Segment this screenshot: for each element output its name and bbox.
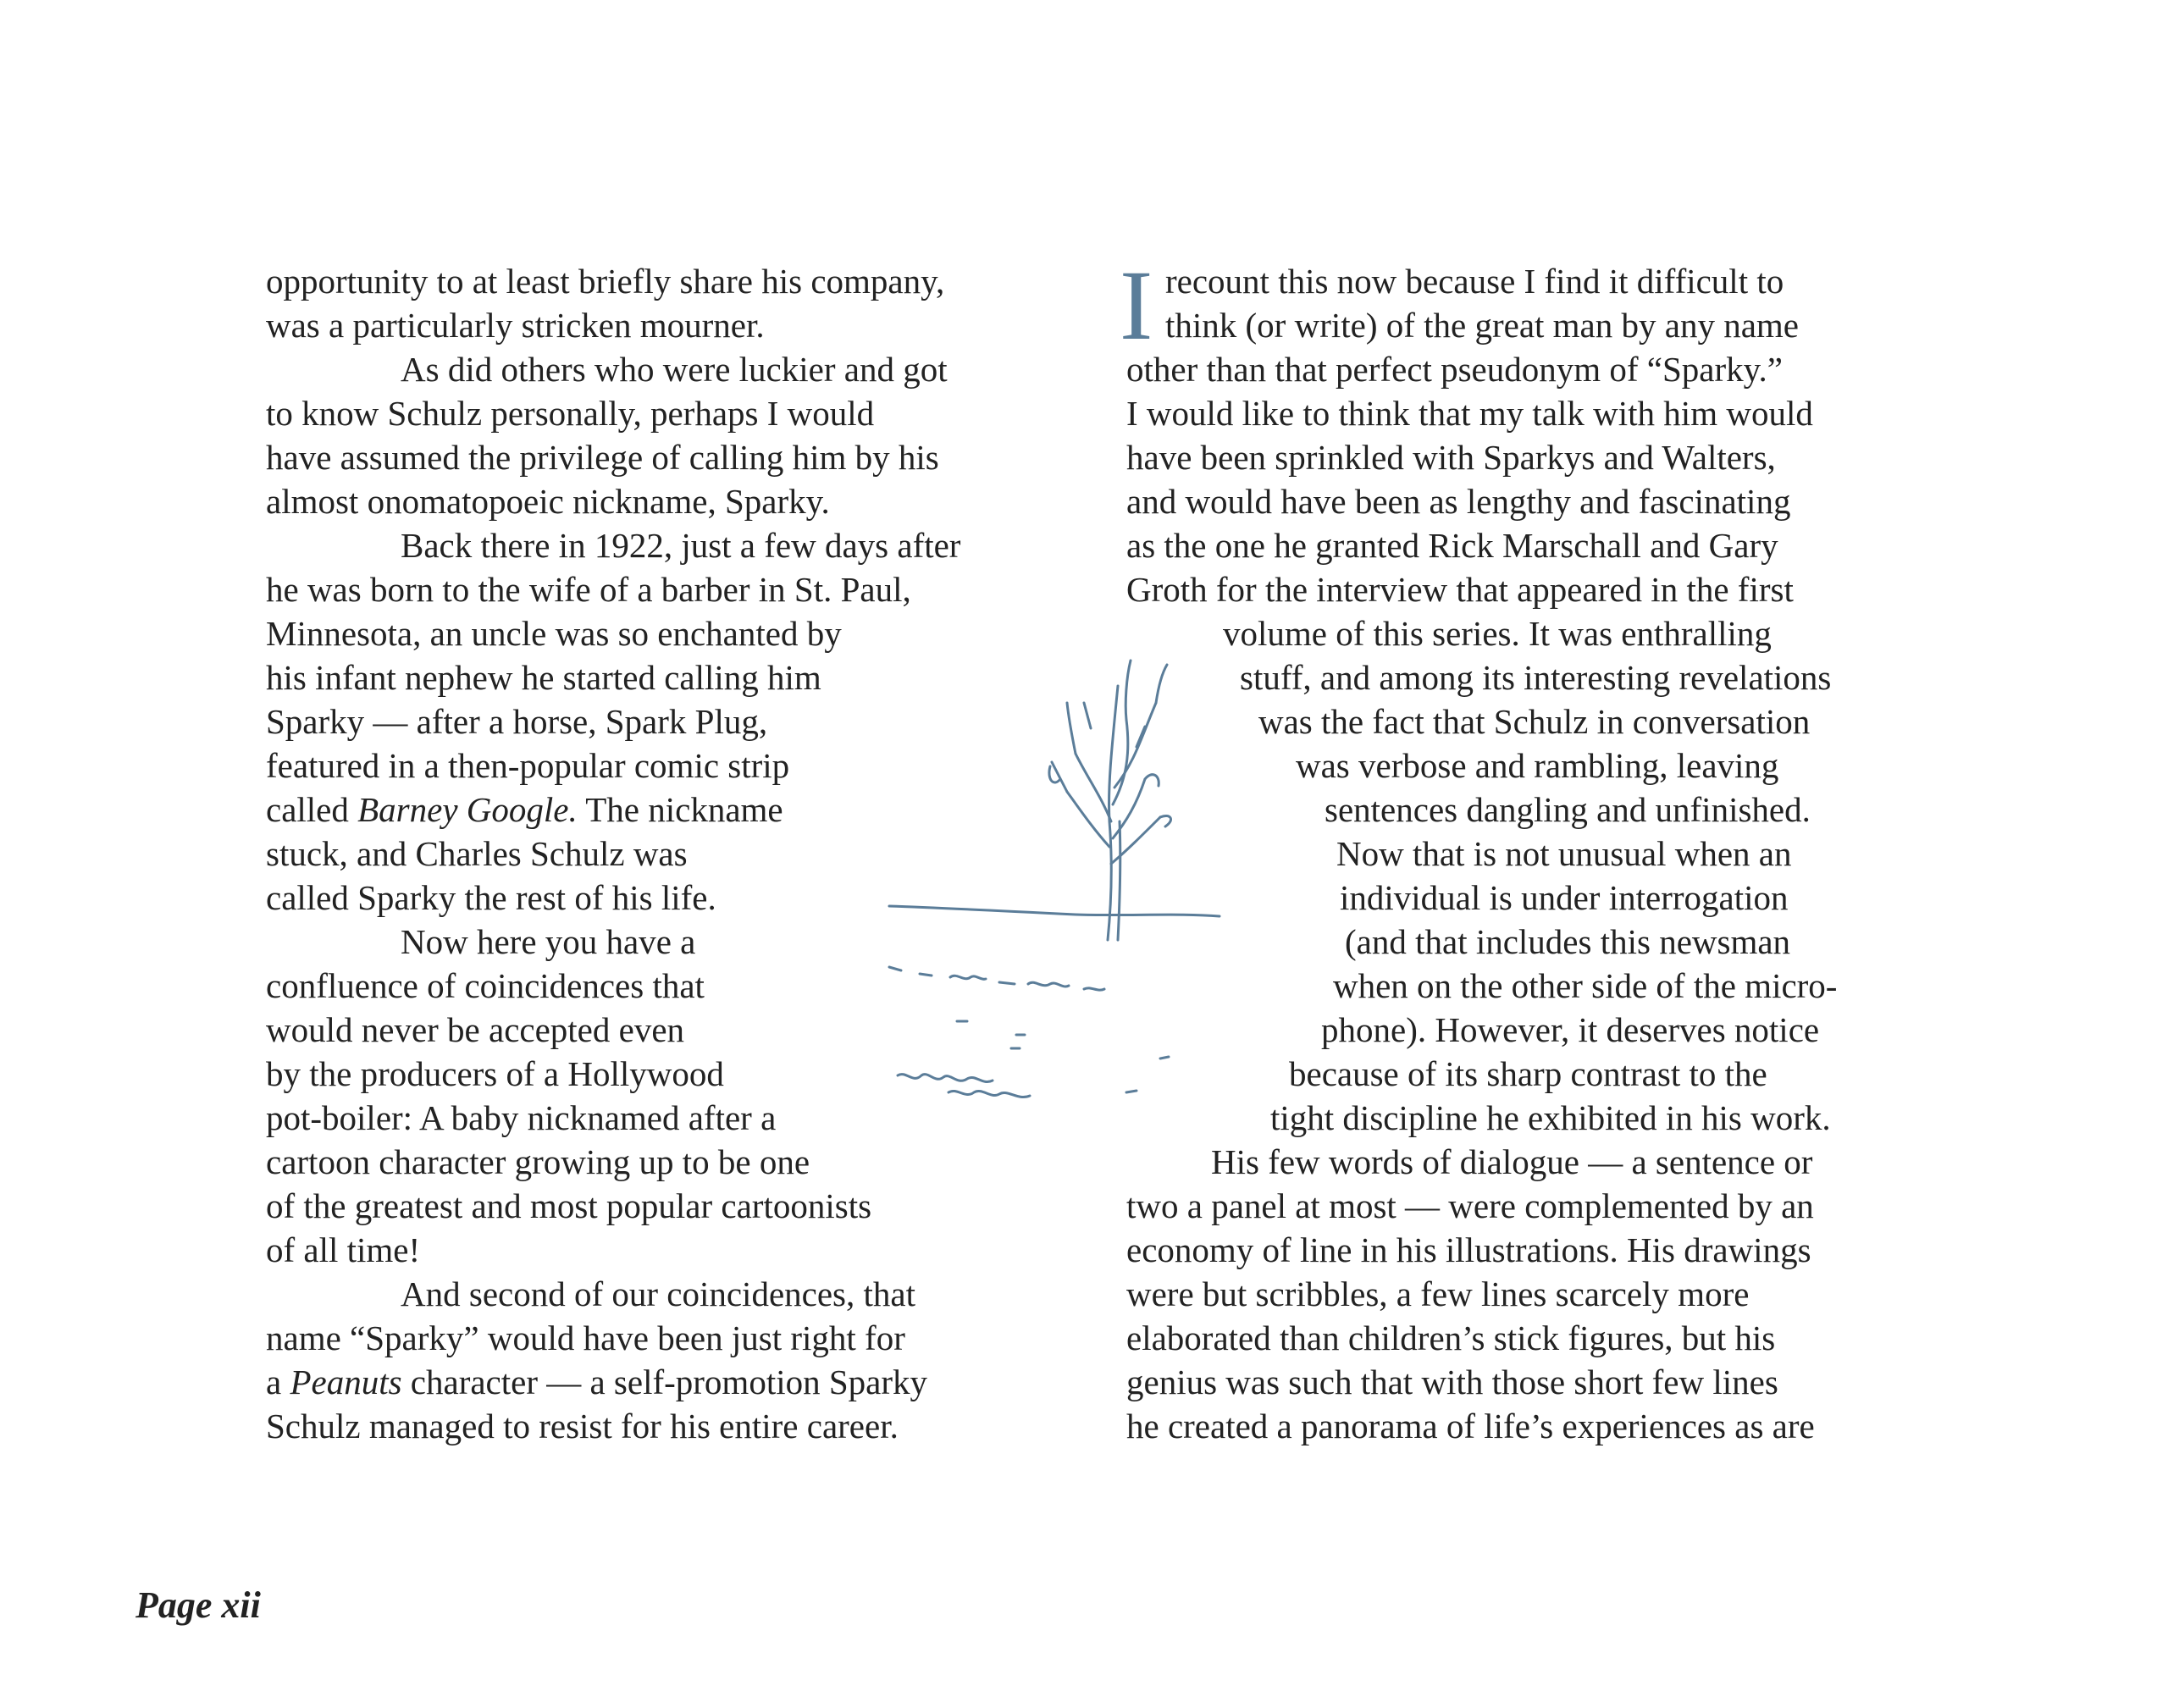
left-line-5: have assumed the privilege of calling him by his <box>266 438 939 477</box>
left-line-11: Sparky — after a horse, Spark Plug, <box>266 702 768 741</box>
left-line-24: And second of our coincidences, that <box>401 1274 915 1313</box>
right-line-16: (and that includes this newsman <box>1345 922 1791 961</box>
left-line-26-rest: character — a self-promotion Sparky <box>410 1363 928 1401</box>
right-line-3: other than that perfect pseudonym of “Sparky.” <box>1126 350 1783 389</box>
right-line-23: economy of line in his illustrations. His drawings <box>1126 1230 1811 1269</box>
peanuts-title: Peanuts <box>290 1363 402 1401</box>
left-line-16: Now here you have a <box>401 922 696 961</box>
right-line-4: I would like to think that my talk with him would <box>1126 394 1813 433</box>
right-line-21: His few words of dialogue — a sentence or <box>1211 1142 1813 1181</box>
right-line-22: two a panel at most — were complemented by an <box>1126 1186 1814 1225</box>
left-line-19: by the producers of a Hollywood <box>266 1054 724 1093</box>
right-line-8: Groth for the interview that appeared in the first <box>1126 570 1794 609</box>
left-line-13-rest: The nickname <box>585 790 783 829</box>
right-line-1: recount this now because I find it difficult to <box>1165 262 1784 301</box>
left-line-21: cartoon character growing up to be one <box>266 1142 810 1181</box>
right-line-25: elaborated than children’s stick figures, but his <box>1126 1318 1776 1357</box>
right-line-15: individual is under interrogation <box>1340 878 1789 917</box>
tree-sketch-icon <box>872 652 1236 1143</box>
right-line-14: Now that is not unusual when an <box>1336 834 1792 873</box>
left-line-6: almost onomatopoeic nickname, Sparky. <box>266 482 830 521</box>
left-line-10: his infant nephew he started calling him <box>266 658 821 697</box>
left-line-25: name “Sparky” would have been just right for <box>266 1318 905 1357</box>
right-line-7: as the one he granted Rick Marschall and Gary <box>1126 526 1778 565</box>
right-line-20: tight discipline he exhibited in his work. <box>1270 1098 1831 1137</box>
right-line-17: when on the other side of the micro- <box>1333 966 1838 1005</box>
left-line-22: of the greatest and most popular cartoonists <box>266 1186 872 1225</box>
right-line-5: have been sprinkled with Sparkys and Walters, <box>1126 438 1776 477</box>
right-line-6: and would have been as lengthy and fascinating <box>1126 482 1791 521</box>
left-line-4: to know Schulz personally, perhaps I would <box>266 394 875 433</box>
right-line-9: volume of this series. It was enthralling <box>1223 614 1772 653</box>
left-line-13-prefix: called <box>266 790 349 829</box>
drop-cap: I <box>1120 250 1153 361</box>
right-line-11: was the fact that Schulz in conversation <box>1258 702 1811 741</box>
right-line-12: was verbose and rambling, leaving <box>1296 746 1779 785</box>
left-line-20: pot-boiler: A baby nicknamed after a <box>266 1098 777 1137</box>
left-line-8: he was born to the wife of a barber in St. Paul, <box>266 570 911 609</box>
left-line-9: Minnesota, an uncle was so enchanted by <box>266 614 842 653</box>
left-line-15: called Sparky the rest of his life. <box>266 878 716 917</box>
left-line-2: was a particularly stricken mourner. <box>266 306 765 345</box>
left-line-26 <box>266 1360 927 1404</box>
right-line-13: sentences dangling and unfinished. <box>1325 790 1811 829</box>
left-line-7: Back there in 1922, just a few days after <box>401 526 961 565</box>
left-line-27: Schulz managed to resist for his entire career. <box>266 1407 899 1445</box>
right-line-19: because of its sharp contrast to the <box>1289 1054 1767 1093</box>
right-line-26: genius was such that with those short few lines <box>1126 1363 1778 1401</box>
left-line-18: would never be accepted even <box>266 1010 685 1049</box>
right-line-10: stuff, and among its interesting revelations <box>1240 658 1832 697</box>
page-number: Page xii <box>136 1584 261 1626</box>
right-line-24: were but scribbles, a few lines scarcely more <box>1126 1274 1750 1313</box>
right-line-2: think (or write) of the great man by any name <box>1165 306 1799 345</box>
left-line-26-prefix: a <box>266 1363 282 1401</box>
left-line-1: opportunity to at least briefly share his company, <box>266 262 945 301</box>
left-line-14: stuck, and Charles Schulz was <box>266 834 688 873</box>
left-line-3: As did others who were luckier and got <box>401 350 948 389</box>
left-line-13 <box>266 788 783 832</box>
barney-google-title: Barney Google. <box>357 790 578 829</box>
left-line-12: featured in a then-popular comic strip <box>266 746 790 785</box>
left-line-17: confluence of coincidences that <box>266 966 705 1005</box>
right-line-18: phone). However, it deserves notice <box>1321 1010 1820 1049</box>
left-line-23: of all time! <box>266 1230 421 1269</box>
right-line-27: he created a panorama of life’s experiences as are <box>1126 1407 1815 1445</box>
